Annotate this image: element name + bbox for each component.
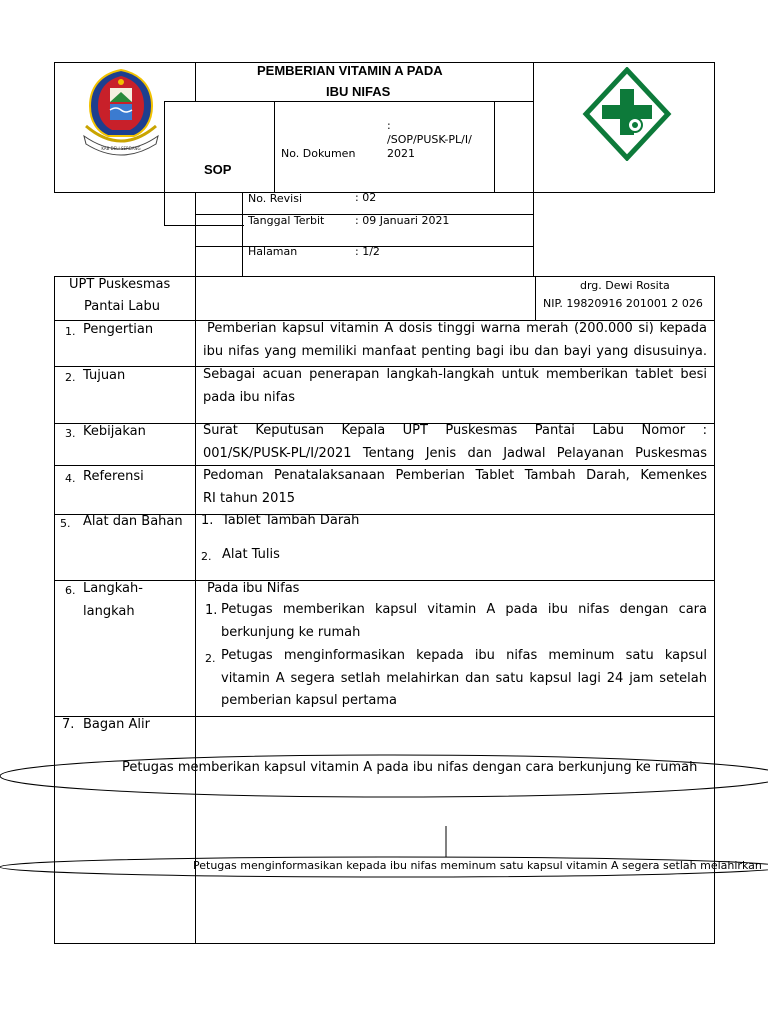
step-1-text: Petugas memberikan kapsul vitamin A pada ibu nifas dengan cara berkunjung ke rumah xyxy=(221,602,707,640)
doc-no-value-line2: 2021 xyxy=(387,147,415,160)
section-3-content: Surat Keputusan Kepala UPT Puskesmas Pantai Labu Nomor : 001/SK/PUSK-PL/I/2021 Tentang Jenis dan Jadwal Pelayanan Puskesmas xyxy=(203,423,707,461)
green-cross-icon xyxy=(582,67,672,161)
flow-step-1-text: Petugas memberikan kapsul vitamin A pada ibu nifas dengan cara berkunjung ke rumah xyxy=(122,760,698,775)
flow-step-2-text: Petugas menginformasikan kepada ibu nifas meminum satu kapsul vitamin A segera setlah melahirkan xyxy=(193,859,762,872)
org-name-line2: Pantai Labu xyxy=(84,299,160,314)
sop-label: SOP xyxy=(204,162,232,177)
signer-name: drg. Dewi Rosita xyxy=(580,279,670,292)
org-name-line1: UPT Puskesmas xyxy=(69,277,171,292)
page-value: : 1/2 xyxy=(355,245,380,258)
regency-emblem-logo xyxy=(80,66,162,166)
step-1-number: 1. xyxy=(205,603,218,618)
doc-no-label: No. Dokumen xyxy=(281,147,356,160)
doc-title-line2: IBU NIFAS xyxy=(326,84,391,99)
page-label: Halaman xyxy=(248,245,298,258)
step-2-text: Petugas menginformasikan kepada ibu nifas meminum satu kapsul vitamin A segera setlah melahirkan dan satu kapsul lagi 24 jam setelah pemberian kapsul pertama xyxy=(221,648,707,708)
section-1-content: Pemberian kapsul vitamin A dosis tinggi warna merah (200.000 si) kepada ibu nifas yang memiliki manfaat penting bagi ibu dan bayi yang disusuinya. xyxy=(203,321,707,359)
doc-no-value-line1: /SOP/PUSK-PL/I/ xyxy=(387,133,472,146)
revision-value: : 02 xyxy=(355,191,377,204)
svg-text:KAB DELI SERDANG: KAB DELI SERDANG xyxy=(101,146,141,151)
doc-no-colon: : xyxy=(387,119,391,132)
step-2-number: 2. xyxy=(205,652,216,665)
revision-label: No. Revisi xyxy=(248,192,303,205)
section-2-content: Sebagai acuan penerapan langkah-langkah untuk memberikan tablet besi pada ibu nifas xyxy=(203,367,707,405)
steps-intro: Pada ibu Nifas xyxy=(207,581,300,596)
section-4-content: Pedoman Penatalaksanaan Pemberian Tablet Tambah Darah, Kemenkes RI tahun 2015 xyxy=(203,468,707,506)
issue-date-value: : 09 Januari 2021 xyxy=(355,214,450,227)
doc-title-line1: PEMBERIAN VITAMIN A PADA xyxy=(257,63,443,78)
issue-date-label: Tanggal Terbit xyxy=(248,214,325,227)
signer-nip: NIP. 19820916 201001 2 026 xyxy=(543,297,703,310)
